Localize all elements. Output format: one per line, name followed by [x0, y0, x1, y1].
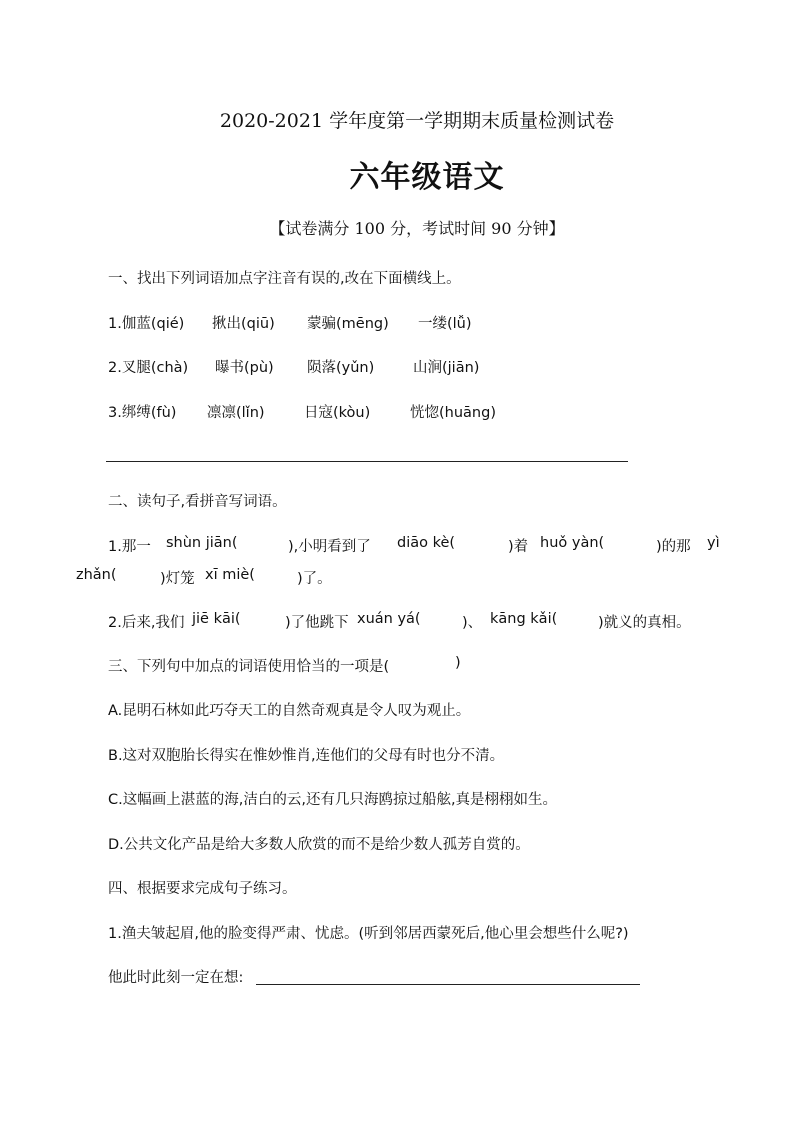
q1-row3-item3: 日寇(kòu) [304, 405, 371, 421]
q3-option-d: D.公共文化产品是给大多数人欣赏的而不是给少数人孤芳自赏的。 [108, 837, 530, 853]
q2-s1-pinyin2: diāo kè( [397, 535, 456, 551]
q1-row2-item4: 山涧(jiān) [413, 360, 480, 376]
q4-answer-label: 他此时此刻一定在想: [108, 970, 244, 986]
q3-option-b: B.这对双胞胎长得实在惟妙惟肖,连他们的父母有时也分不清。 [108, 748, 505, 764]
q1-row2-item1: 2.叉腿(chà) [108, 360, 189, 376]
q1-row1-item4: 一缕(lǚ) [418, 316, 472, 332]
q1-row2-item2: 曝书(pù) [215, 360, 274, 376]
q2-s1-pinyin4: yì [707, 535, 720, 551]
q1-heading: 一、找出下列词语加点字注音有误的,改在下面横线上。 [108, 271, 461, 287]
q2-s2-pinyin1: jiē kāi( [192, 611, 241, 627]
q2-s2-text1: 2.后来,我们 [108, 615, 185, 631]
q2-s2-text3: )、 [462, 615, 483, 631]
exam-info: 【试卷满分 100 分，考试时间 90 分钟】 [269, 219, 565, 238]
q2-s2-text2: )了他跳下 [285, 615, 349, 631]
q2-s2-text4: )就义的真相。 [598, 615, 691, 631]
q2-s1-text1: 1.那一 [108, 539, 151, 555]
q2-s1-text4: )的那 [656, 539, 691, 555]
q2-s1-text2: ),小明看到了 [288, 539, 371, 555]
q4-heading: 四、根据要求完成句子练习。 [108, 881, 297, 897]
q1-answer-line[interactable] [106, 461, 628, 462]
q2-s1-pinyin1: shùn jiān( [166, 535, 238, 551]
q3-option-c: C.这幅画上湛蓝的海,洁白的云,还有几只海鸥掠过船舷,真是栩栩如生。 [108, 792, 558, 808]
q3-option-a: A.昆明石林如此巧夺天工的自然奇观真是令人叹为观止。 [108, 703, 471, 719]
q1-row3-item1: 3.绑缚(fù) [108, 405, 177, 421]
subject-title: 六年级语文 [349, 160, 505, 195]
q2-s1b-pinyin1: zhǎn( [76, 567, 117, 583]
q2-s2-pinyin3: kāng kǎi( [490, 611, 558, 627]
q4-sentence1: 1.渔夫皱起眉,他的脸变得严肃、忧虑。(听到邻居西蒙死后,他心里会想些什么呢?) [108, 926, 629, 942]
q2-s1-pinyin3: huǒ yàn( [540, 535, 605, 551]
q1-row3-item4: 恍惚(huāng) [410, 405, 496, 421]
q2-s1b-pinyin2: xī miè( [205, 567, 255, 583]
q1-row1-item1: 1.伽蓝(qié) [108, 316, 185, 332]
q2-s1-text3: )着 [508, 539, 529, 555]
q2-s1b-text2: )了。 [297, 571, 332, 587]
q1-row1-item3: 蒙骗(mēng) [307, 316, 389, 332]
q4-answer-line[interactable] [256, 984, 640, 985]
q1-row2-item3: 陨落(yǔn) [307, 360, 375, 376]
q3-heading-end: ) [455, 655, 461, 671]
q3-heading: 三、下列句中加点的词语使用恰当的一项是( [108, 659, 390, 675]
q2-s1b-text1: )灯笼 [160, 571, 195, 587]
exam-title: 2020-2021 学年度第一学期期末质量检测试卷 [219, 110, 615, 132]
q1-row1-item2: 揪出(qiū) [212, 316, 275, 332]
q1-row3-item2: 凛凛(lǐn) [207, 405, 265, 421]
q2-s2-pinyin2: xuán yá( [357, 611, 421, 627]
q2-heading: 二、读句子,看拼音写词语。 [108, 494, 287, 510]
